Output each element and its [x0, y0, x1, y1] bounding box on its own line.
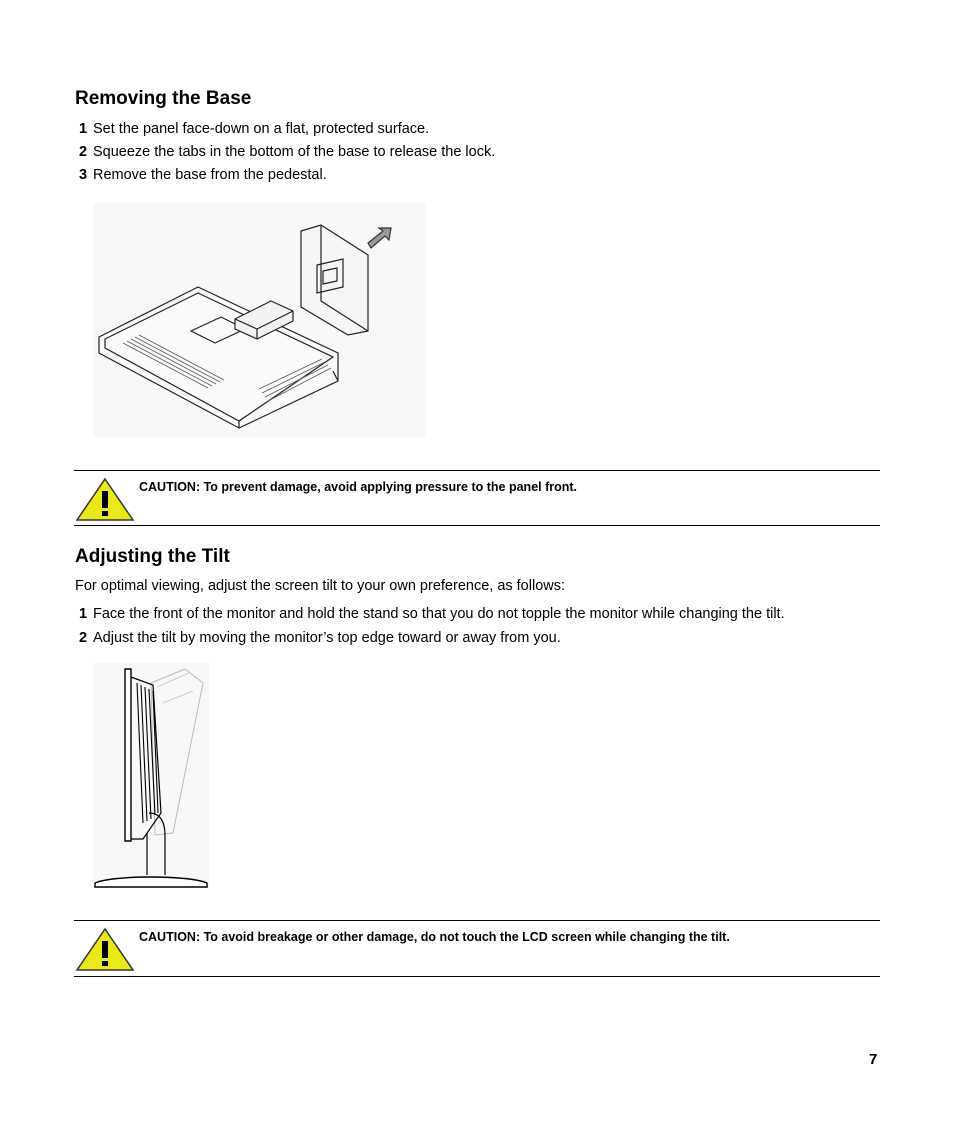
- section-heading-removing-base: Removing the Base: [75, 88, 252, 109]
- monitor-tilt-drawing: [93, 663, 209, 888]
- caution-text: CAUTION: To avoid breakage or other damage, do not touch the LCD screen while changing the tilt.: [139, 930, 730, 944]
- step-number: 1: [79, 606, 88, 622]
- caution-box: [74, 470, 880, 526]
- step-text: Adjust the tilt by moving the monitor’s top edge toward or away from you.: [93, 630, 561, 646]
- warning-icon: [74, 476, 136, 527]
- caution-box: [74, 920, 880, 977]
- step-text: Set the panel face-down on a flat, protected surface.: [93, 121, 430, 137]
- tilt-illustration: [93, 663, 209, 888]
- list-item: [79, 144, 495, 160]
- intro-paragraph: For optimal viewing, adjust the screen tilt to your own preference, as follows:: [75, 578, 566, 594]
- step-number: 1: [79, 121, 88, 137]
- monitor-base-removal-drawing: [93, 203, 426, 437]
- caution-text: CAUTION: To prevent damage, avoid applying pressure to the panel front.: [139, 480, 578, 494]
- step-number: 2: [79, 144, 88, 160]
- page-number: 7: [869, 1051, 878, 1068]
- step-number: 3: [79, 167, 88, 183]
- step-text: Squeeze the tabs in the bottom of the base to release the lock.: [93, 144, 496, 160]
- list-item: [79, 606, 785, 622]
- section-heading-adjusting-tilt: Adjusting the Tilt: [75, 546, 230, 567]
- list-item: [79, 121, 429, 137]
- list-item: [79, 167, 327, 183]
- step-text: Face the front of the monitor and hold the stand so that you do not topple the monitor while changing the tilt.: [93, 606, 785, 622]
- list-item: [79, 630, 561, 646]
- remove-base-illustration: [93, 203, 426, 437]
- step-text: Remove the base from the pedestal.: [93, 167, 327, 183]
- warning-icon: [74, 926, 136, 977]
- step-number: 2: [79, 630, 88, 646]
